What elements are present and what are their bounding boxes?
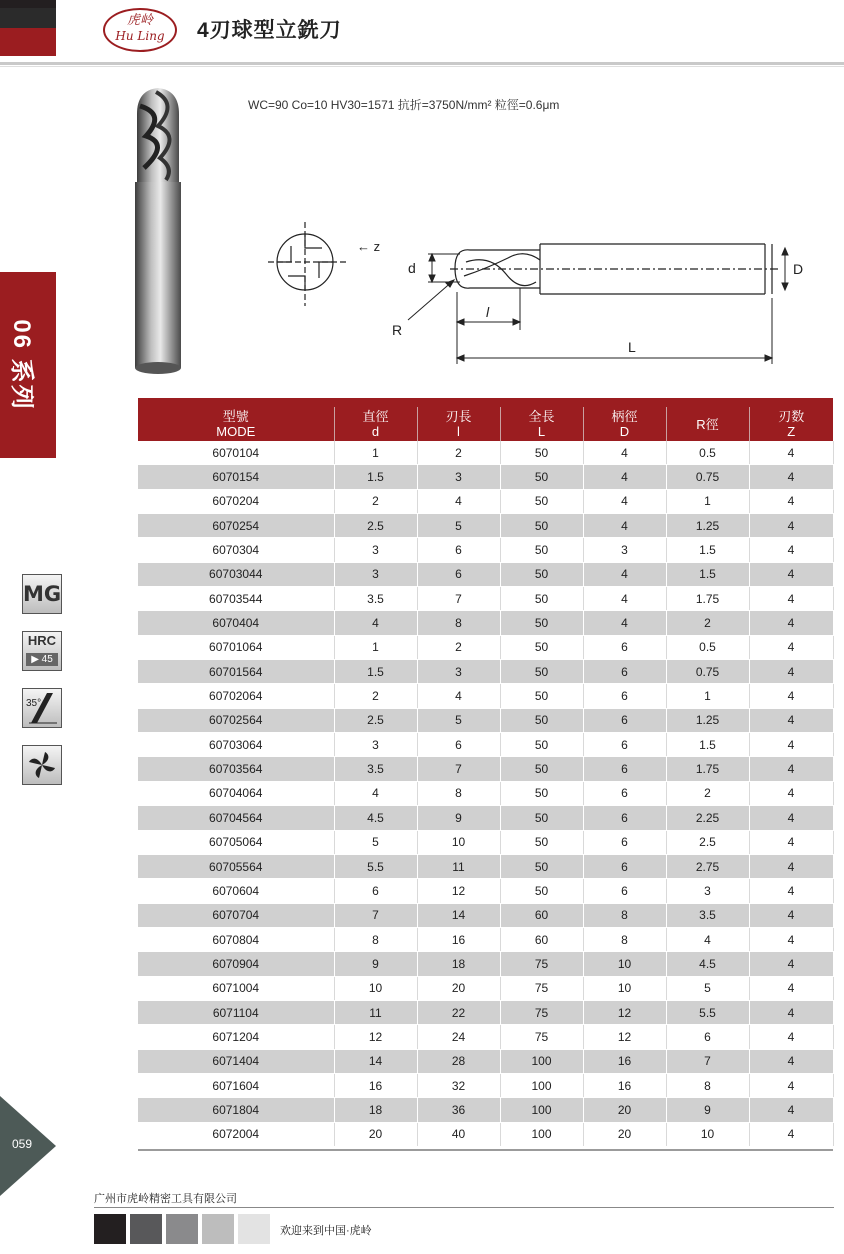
cell-diameter: 2 [334, 684, 417, 708]
helix-angle-text: 35° [26, 698, 42, 709]
cell-model: 6070254 [138, 514, 334, 538]
page-title: 4刃球型立銑刀 [197, 19, 342, 42]
cell-radius: 6 [666, 1025, 749, 1049]
material-spec: WC=90 Co=10 HV30=1571 抗折=3750N/mm² 粒徑=0.6μm [248, 98, 560, 112]
cell-flutes: 4 [749, 806, 833, 830]
cell-shank-diameter: 10 [583, 952, 666, 976]
radius-R-label: R [392, 322, 403, 338]
table-row [138, 489, 833, 513]
cell-radius: 0.5 [666, 635, 749, 659]
table-row [138, 733, 833, 757]
cell-diameter: 2.5 [334, 514, 417, 538]
cell-radius: 0.75 [666, 465, 749, 489]
cell-overall-length: 75 [500, 1000, 583, 1024]
cell-diameter: 9 [334, 952, 417, 976]
cell-radius: 1.25 [666, 514, 749, 538]
cell-flutes: 4 [749, 514, 833, 538]
table-row [138, 441, 833, 465]
cell-flute-length: 7 [417, 757, 500, 781]
cell-overall-length: 50 [500, 489, 583, 513]
table-row [138, 1025, 833, 1049]
color-swatch [130, 1214, 162, 1244]
page-number: 059 [12, 1137, 33, 1151]
helix-angle-icon [23, 689, 61, 727]
flute-length-l-label: l [486, 304, 490, 320]
cell-flute-length: 22 [417, 1000, 500, 1024]
cell-diameter: 10 [334, 976, 417, 1000]
cell-model: 60703064 [138, 733, 334, 757]
hrc-value: ▶ 45 [26, 653, 58, 666]
cell-shank-diameter: 8 [583, 903, 666, 927]
cell-flute-length: 6 [417, 538, 500, 562]
table-row [138, 660, 833, 684]
cell-overall-length: 60 [500, 903, 583, 927]
cell-radius: 2.25 [666, 806, 749, 830]
hrc-label: HRC [27, 633, 57, 648]
cell-flutes: 4 [749, 538, 833, 562]
cell-diameter: 14 [334, 1049, 417, 1073]
table-row [138, 903, 833, 927]
cell-model: 6070104 [138, 441, 334, 465]
tool-profile [450, 244, 780, 294]
cell-radius: 1.5 [666, 733, 749, 757]
cell-diameter: 3 [334, 562, 417, 586]
cell-diameter: 3 [334, 538, 417, 562]
header-flute-length: 刃長 l [417, 407, 500, 441]
cell-model: 60703044 [138, 562, 334, 586]
cell-shank-diameter: 20 [583, 1122, 666, 1146]
cell-flutes: 4 [749, 1025, 833, 1049]
cell-radius: 4.5 [666, 952, 749, 976]
header-divider-thin [0, 66, 844, 67]
cell-flutes: 4 [749, 952, 833, 976]
dimension-drawing [250, 214, 810, 374]
table-row [138, 1098, 833, 1122]
cell-shank-diameter: 6 [583, 806, 666, 830]
cell-shank-diameter: 4 [583, 441, 666, 465]
cell-shank-diameter: 4 [583, 562, 666, 586]
cell-overall-length: 50 [500, 562, 583, 586]
cell-flutes: 4 [749, 927, 833, 951]
cell-flutes: 4 [749, 1122, 833, 1146]
cell-flute-length: 3 [417, 660, 500, 684]
cell-model: 6070904 [138, 952, 334, 976]
cell-diameter: 1.5 [334, 660, 417, 684]
cell-flutes: 4 [749, 903, 833, 927]
dim-D-label: D [793, 261, 804, 277]
cell-overall-length: 50 [500, 660, 583, 684]
cell-flute-length: 5 [417, 708, 500, 732]
spec-table [138, 407, 834, 1147]
cell-overall-length: 50 [500, 781, 583, 805]
cell-flutes: 4 [749, 611, 833, 635]
header-overall-length: 全長 L [500, 407, 583, 441]
cell-model: 60701564 [138, 660, 334, 684]
cell-overall-length: 50 [500, 879, 583, 903]
logo-latin: Hu Ling [115, 29, 165, 43]
cell-overall-length: 60 [500, 927, 583, 951]
cell-flutes: 4 [749, 635, 833, 659]
cell-model: 6070204 [138, 489, 334, 513]
cell-model: 60705564 [138, 854, 334, 878]
cell-overall-length: 50 [500, 538, 583, 562]
four-flute-icon [23, 746, 61, 784]
cell-model: 6070804 [138, 927, 334, 951]
cell-shank-diameter: 4 [583, 611, 666, 635]
cell-model: 6070154 [138, 465, 334, 489]
cell-diameter: 7 [334, 903, 417, 927]
cell-flutes: 4 [749, 562, 833, 586]
cell-radius: 1 [666, 489, 749, 513]
cell-diameter: 3 [334, 733, 417, 757]
cell-flutes: 4 [749, 1000, 833, 1024]
cell-flute-length: 10 [417, 830, 500, 854]
cell-radius: 1.75 [666, 757, 749, 781]
header-diameter: 直徑 d [334, 407, 417, 441]
cell-diameter: 4.5 [334, 806, 417, 830]
cell-shank-diameter: 6 [583, 879, 666, 903]
table-bottom-rule [138, 1149, 833, 1151]
cell-model: 6071204 [138, 1025, 334, 1049]
cell-flute-length: 8 [417, 781, 500, 805]
table-row [138, 1122, 833, 1146]
cell-radius: 2 [666, 781, 749, 805]
table-top-band [138, 398, 833, 407]
cell-radius: 0.75 [666, 660, 749, 684]
cell-radius: 10 [666, 1122, 749, 1146]
cell-overall-length: 75 [500, 952, 583, 976]
cell-shank-diameter: 4 [583, 514, 666, 538]
cell-flute-length: 20 [417, 976, 500, 1000]
cell-flute-length: 36 [417, 1098, 500, 1122]
welcome-text: 欢迎来到中国·虎岭 [280, 1225, 372, 1237]
cell-flutes: 4 [749, 830, 833, 854]
cell-flute-length: 5 [417, 514, 500, 538]
table-row [138, 684, 833, 708]
cell-radius: 3.5 [666, 903, 749, 927]
cell-shank-diameter: 16 [583, 1049, 666, 1073]
cell-flute-length: 16 [417, 927, 500, 951]
cell-diameter: 20 [334, 1122, 417, 1146]
hrc-hardness-badge [22, 631, 62, 671]
cell-radius: 8 [666, 1073, 749, 1097]
cell-overall-length: 50 [500, 757, 583, 781]
series-label: 06 系列 [8, 319, 35, 411]
color-swatch [238, 1214, 270, 1244]
cell-radius: 7 [666, 1049, 749, 1073]
cell-shank-diameter: 4 [583, 587, 666, 611]
cell-flute-length: 6 [417, 733, 500, 757]
cell-radius: 5.5 [666, 1000, 749, 1024]
cell-shank-diameter: 6 [583, 660, 666, 684]
table-row [138, 562, 833, 586]
cell-flutes: 4 [749, 441, 833, 465]
cell-flute-length: 18 [417, 952, 500, 976]
header-radius: R徑 [666, 407, 749, 441]
cell-model: 6070704 [138, 903, 334, 927]
cell-model: 60705064 [138, 830, 334, 854]
cell-flute-length: 28 [417, 1049, 500, 1073]
header-shank-diameter: 柄徑 D [583, 407, 666, 441]
cell-flutes: 4 [749, 879, 833, 903]
cell-flutes: 4 [749, 465, 833, 489]
cell-flute-length: 4 [417, 489, 500, 513]
cell-radius: 1.5 [666, 538, 749, 562]
cell-diameter: 6 [334, 879, 417, 903]
table-row [138, 514, 833, 538]
cell-model: 6071404 [138, 1049, 334, 1073]
cell-shank-diameter: 6 [583, 854, 666, 878]
cell-overall-length: 50 [500, 441, 583, 465]
table-row [138, 976, 833, 1000]
cell-diameter: 3.5 [334, 587, 417, 611]
cell-model: 6070404 [138, 611, 334, 635]
cell-diameter: 5.5 [334, 854, 417, 878]
table-row [138, 1000, 833, 1024]
color-swatch [202, 1214, 234, 1244]
cell-flutes: 4 [749, 781, 833, 805]
spec-table-wrapper [138, 407, 833, 1147]
cell-radius: 1 [666, 684, 749, 708]
cell-flute-length: 2 [417, 635, 500, 659]
company-name: 广州市虎岭精密工具有限公司 [94, 1193, 237, 1205]
cell-overall-length: 100 [500, 1073, 583, 1097]
cell-flute-length: 14 [417, 903, 500, 927]
cell-flute-length: 12 [417, 879, 500, 903]
cell-diameter: 1 [334, 635, 417, 659]
table-row [138, 1073, 833, 1097]
cell-overall-length: 50 [500, 854, 583, 878]
cell-model: 6072004 [138, 1122, 334, 1146]
cell-model: 6071604 [138, 1073, 334, 1097]
cell-shank-diameter: 6 [583, 781, 666, 805]
cell-flutes: 4 [749, 660, 833, 684]
color-swatch [94, 1214, 126, 1244]
cell-model: 60703544 [138, 587, 334, 611]
table-row [138, 538, 833, 562]
dim-d-label: d [408, 260, 416, 276]
cell-flutes: 4 [749, 976, 833, 1000]
cell-flutes: 4 [749, 587, 833, 611]
cell-overall-length: 50 [500, 708, 583, 732]
cell-radius: 3 [666, 879, 749, 903]
cell-diameter: 3.5 [334, 757, 417, 781]
cell-shank-diameter: 12 [583, 1025, 666, 1049]
cell-radius: 0.5 [666, 441, 749, 465]
cell-diameter: 11 [334, 1000, 417, 1024]
table-row [138, 635, 833, 659]
cell-diameter: 4 [334, 611, 417, 635]
cell-flute-length: 4 [417, 684, 500, 708]
cell-flutes: 4 [749, 1073, 833, 1097]
cell-shank-diameter: 16 [583, 1073, 666, 1097]
cell-overall-length: 50 [500, 514, 583, 538]
table-row [138, 708, 833, 732]
cell-radius: 2.75 [666, 854, 749, 878]
cell-shank-diameter: 6 [583, 635, 666, 659]
cell-diameter: 5 [334, 830, 417, 854]
header-divider [0, 62, 844, 65]
cell-shank-diameter: 10 [583, 976, 666, 1000]
cell-model: 6071804 [138, 1098, 334, 1122]
cell-model: 6071104 [138, 1000, 334, 1024]
cell-diameter: 18 [334, 1098, 417, 1122]
table-body [138, 441, 833, 1146]
color-swatch [166, 1214, 198, 1244]
end-mill-photo [126, 84, 190, 380]
cell-flute-length: 3 [417, 465, 500, 489]
cell-model: 6070604 [138, 879, 334, 903]
cell-flutes: 4 [749, 733, 833, 757]
cell-shank-diameter: 6 [583, 830, 666, 854]
table-row [138, 879, 833, 903]
table-row [138, 587, 833, 611]
table-row [138, 611, 833, 635]
cell-shank-diameter: 12 [583, 1000, 666, 1024]
cell-shank-diameter: 20 [583, 1098, 666, 1122]
cell-flutes: 4 [749, 489, 833, 513]
cell-overall-length: 75 [500, 1025, 583, 1049]
cell-overall-length: 50 [500, 733, 583, 757]
header-flutes: 刃数 Z [749, 407, 833, 441]
cell-model: 60704564 [138, 806, 334, 830]
cell-shank-diameter: 3 [583, 538, 666, 562]
cell-model: 6071004 [138, 976, 334, 1000]
cell-flutes: 4 [749, 854, 833, 878]
cell-shank-diameter: 6 [583, 733, 666, 757]
cell-diameter: 1 [334, 441, 417, 465]
overall-length-L-label: L [628, 339, 636, 355]
cell-radius: 2 [666, 611, 749, 635]
cell-flute-length: 2 [417, 441, 500, 465]
footer-divider [94, 1207, 834, 1208]
cell-overall-length: 75 [500, 976, 583, 1000]
cell-overall-length: 100 [500, 1098, 583, 1122]
cell-diameter: 8 [334, 927, 417, 951]
cell-flutes: 4 [749, 684, 833, 708]
cell-flutes: 4 [749, 757, 833, 781]
cell-flute-length: 9 [417, 806, 500, 830]
table-row [138, 465, 833, 489]
cell-flute-length: 24 [417, 1025, 500, 1049]
table-row [138, 830, 833, 854]
header-color-bars [0, 0, 56, 56]
cell-shank-diameter: 6 [583, 708, 666, 732]
cell-overall-length: 50 [500, 611, 583, 635]
cell-shank-diameter: 6 [583, 757, 666, 781]
cell-model: 60702564 [138, 708, 334, 732]
cell-overall-length: 50 [500, 830, 583, 854]
four-flute-badge [22, 745, 62, 785]
cell-overall-length: 50 [500, 684, 583, 708]
cell-overall-length: 100 [500, 1122, 583, 1146]
cell-overall-length: 50 [500, 806, 583, 830]
logo-chinese: 虎岭 [126, 13, 153, 28]
cell-overall-length: 50 [500, 635, 583, 659]
cell-flute-length: 6 [417, 562, 500, 586]
table-row [138, 781, 833, 805]
cell-model: 60704064 [138, 781, 334, 805]
cell-radius: 9 [666, 1098, 749, 1122]
cell-flute-length: 40 [417, 1122, 500, 1146]
table-row [138, 952, 833, 976]
table-row [138, 757, 833, 781]
cross-section-diagram [268, 222, 348, 306]
cell-flutes: 4 [749, 1098, 833, 1122]
cell-diameter: 2.5 [334, 708, 417, 732]
header-model: 型號 MODE [138, 407, 334, 441]
cell-overall-length: 50 [500, 587, 583, 611]
cell-flute-length: 8 [417, 611, 500, 635]
helix-angle-badge [22, 688, 62, 728]
cell-flutes: 4 [749, 1049, 833, 1073]
table-row [138, 1049, 833, 1073]
cell-model: 60702064 [138, 684, 334, 708]
mg-material-badge: MG [22, 574, 62, 614]
cell-flute-length: 32 [417, 1073, 500, 1097]
table-row [138, 806, 833, 830]
cell-flute-length: 11 [417, 854, 500, 878]
cell-radius: 2.5 [666, 830, 749, 854]
cell-diameter: 1.5 [334, 465, 417, 489]
cell-diameter: 2 [334, 489, 417, 513]
cell-diameter: 16 [334, 1073, 417, 1097]
cell-radius: 4 [666, 927, 749, 951]
cell-model: 60703564 [138, 757, 334, 781]
cell-overall-length: 100 [500, 1049, 583, 1073]
cell-shank-diameter: 4 [583, 489, 666, 513]
cell-radius: 5 [666, 976, 749, 1000]
cell-overall-length: 50 [500, 465, 583, 489]
cell-model: 60701064 [138, 635, 334, 659]
rotation-z-label: ← z [357, 239, 381, 254]
brand-logo [103, 8, 177, 52]
cell-diameter: 12 [334, 1025, 417, 1049]
cell-shank-diameter: 6 [583, 684, 666, 708]
table-row [138, 854, 833, 878]
table-row [138, 927, 833, 951]
cell-diameter: 4 [334, 781, 417, 805]
cell-flute-length: 7 [417, 587, 500, 611]
cell-model: 6070304 [138, 538, 334, 562]
table-header-row [138, 407, 833, 441]
cell-shank-diameter: 8 [583, 927, 666, 951]
cell-flutes: 4 [749, 708, 833, 732]
cell-radius: 1.75 [666, 587, 749, 611]
cell-shank-diameter: 4 [583, 465, 666, 489]
cell-radius: 1.5 [666, 562, 749, 586]
cell-radius: 1.25 [666, 708, 749, 732]
